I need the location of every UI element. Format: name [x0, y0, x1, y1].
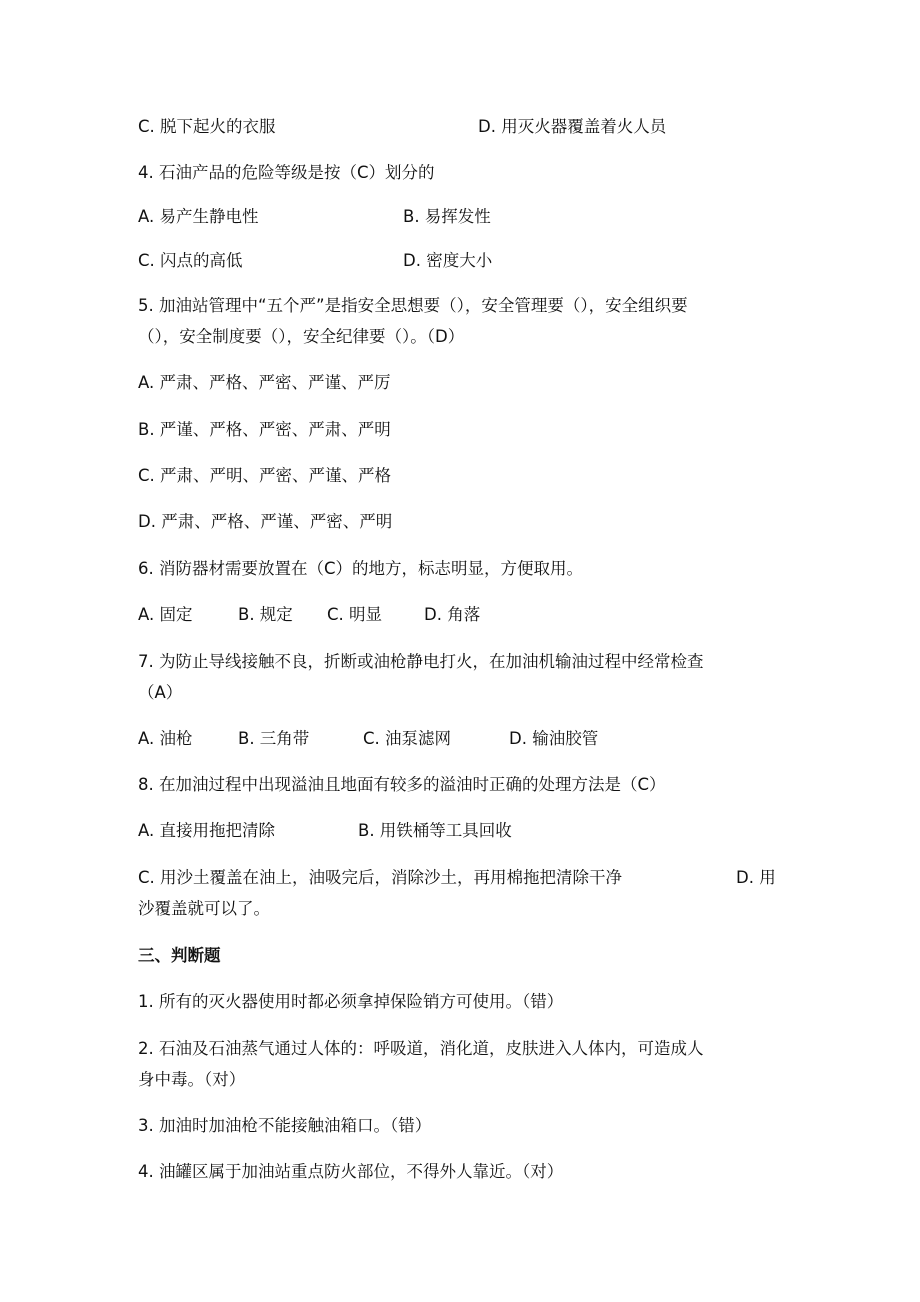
tf-question-3: 3. 加油时加油枪不能接触油箱口。（错）	[138, 1116, 432, 1135]
tf-question-4: 4. 油罐区属于加油站重点防火部位，不得外人靠近。（对）	[138, 1162, 564, 1181]
option-a: A. 直接用拖把清除	[138, 821, 275, 840]
question-4: 4. 石油产品的危险等级是按（C）划分的	[138, 163, 435, 182]
option-c: C. 油泵滤网	[363, 729, 452, 748]
option-d: D. 角落	[424, 605, 481, 624]
option-d: D. 用灭火器覆盖着火人员	[478, 117, 667, 136]
question-8: 8. 在加油过程中出现溢油且地面有较多的溢油时正确的处理方法是（C）	[138, 775, 666, 794]
option-c: C. 脱下起火的衣服	[138, 117, 276, 136]
question-8-option-d-cont: 沙覆盖就可以了。	[138, 899, 270, 918]
option-a: A. 易产生静电性	[138, 207, 259, 226]
option-d: D. 输油胶管	[509, 729, 599, 748]
option-a: A. 固定	[138, 605, 193, 624]
question-5-option-d: D. 严肃、严格、严谨、严密、严明	[138, 512, 393, 531]
question-7-line-2: （A）	[138, 683, 183, 702]
question-5-line-2: （），安全制度要（），安全纪律要（）。（D）	[138, 327, 465, 346]
option-b: B. 三角带	[238, 729, 310, 748]
option-d: D. 密度大小	[403, 251, 493, 270]
tf-question-1: 1. 所有的灭火器使用时都必须拿掉保险销方可使用。（错）	[138, 992, 564, 1011]
option-c: C. 明显	[327, 605, 383, 624]
option-a: A. 油枪	[138, 729, 193, 748]
option-c: C. 用沙土覆盖在油上，油吸完后，消除沙土，再用棉拖把清除干净	[138, 868, 623, 887]
question-5-option-b: B. 严谨、严格、严密、严肃、严明	[138, 420, 391, 439]
tf-question-2-line-1: 2. 石油及石油蒸气通过人体的：呼吸道，消化道，皮肤进入人体内，可造成人	[138, 1039, 704, 1058]
question-5-option-a: A. 严肃、严格、严密、严谨、严厉	[138, 373, 391, 392]
option-b: B. 规定	[238, 605, 293, 624]
question-7-line-1: 7. 为防止导线接触不良，折断或油枪静电打火，在加油机输油过程中经常检查	[138, 652, 704, 671]
section-title: 三、判断题	[138, 946, 221, 965]
question-5-option-c: C. 严肃、严明、严密、严谨、严格	[138, 466, 392, 485]
question-6: 6. 消防器材需要放置在（C）的地方，标志明显，方便取用。	[138, 559, 584, 578]
option-d-start: D. 用	[736, 868, 776, 887]
tf-question-2-line-2: 身中毒。（对）	[138, 1070, 246, 1089]
question-5-line-1: 5. 加油站管理中“五个严”是指安全思想要（），安全管理要（），安全组织要	[138, 296, 688, 315]
option-b: B. 用铁桶等工具回收	[358, 821, 512, 840]
option-b: B. 易挥发性	[403, 207, 491, 226]
option-c: C. 闪点的高低	[138, 251, 243, 270]
